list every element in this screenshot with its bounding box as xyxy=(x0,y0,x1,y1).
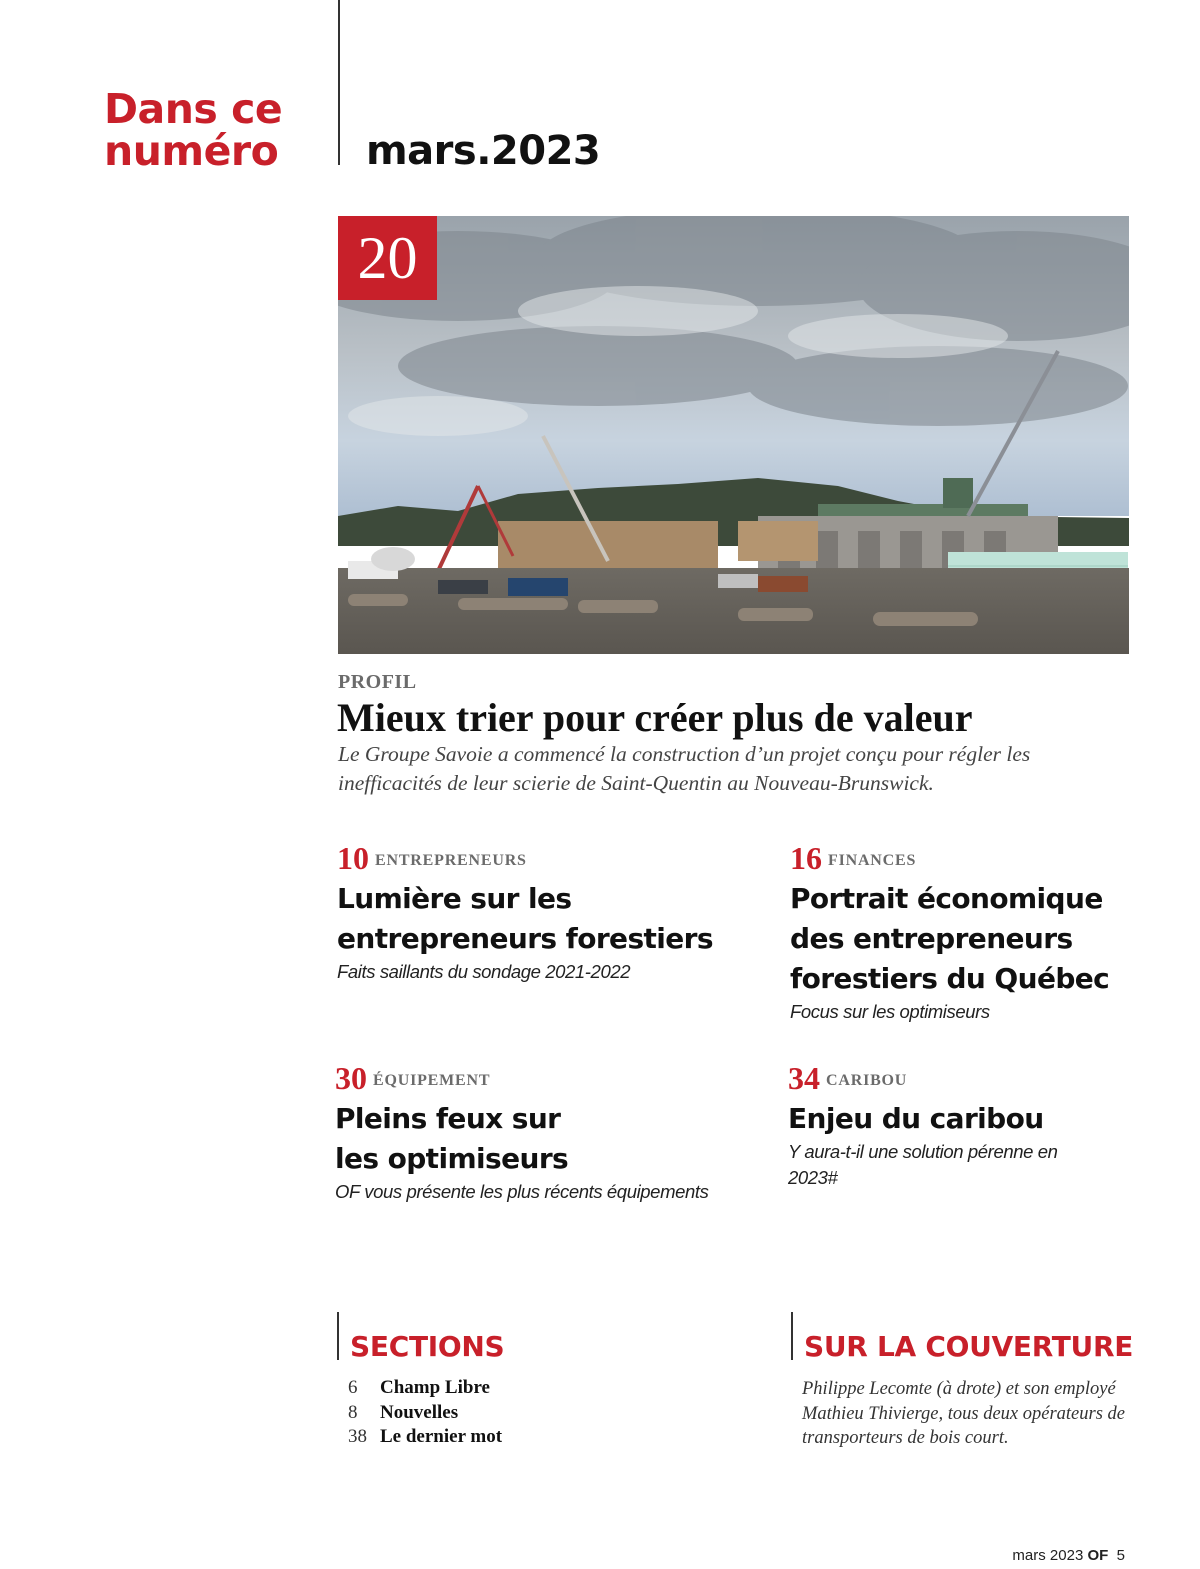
article-page-number: 10 xyxy=(337,840,369,876)
article-page-number: 16 xyxy=(790,840,822,876)
article-title[interactable]: Enjeu du caribou xyxy=(788,1102,1044,1135)
article-equipement[interactable] xyxy=(335,1060,755,1205)
section-page: 38 xyxy=(348,1426,367,1447)
section-name: Champ Libre xyxy=(380,1377,490,1398)
article-subtitle: Focus sur les optimiseurs xyxy=(790,1001,990,1022)
list-item[interactable] xyxy=(348,1376,502,1401)
list-item[interactable] xyxy=(348,1401,502,1426)
header-divider xyxy=(338,0,340,165)
feature-photo[interactable] xyxy=(338,216,1129,654)
article-title[interactable]: Portrait économique des entrepreneurs forestiers du Québec xyxy=(790,882,1110,995)
list-item[interactable] xyxy=(348,1425,502,1450)
article-category: CARIBOU xyxy=(826,1072,908,1089)
footer-date: mars 2023 xyxy=(1012,1547,1084,1564)
section-page: 6 xyxy=(348,1377,358,1398)
sections-heading: SECTIONS xyxy=(350,1330,505,1363)
article-entrepreneurs[interactable] xyxy=(337,840,757,985)
article-caribou[interactable] xyxy=(788,1060,1128,1191)
article-subtitle: OF vous présente les plus récents équipements xyxy=(335,1181,709,1202)
feature-page-number: 20 xyxy=(338,216,437,300)
section-title: Dans ce numéro xyxy=(104,85,283,175)
feature-title[interactable]: Mieux trier pour créer plus de valeur xyxy=(337,695,973,740)
cover-heading: SUR LA COUVERTURE xyxy=(804,1330,1134,1363)
feature-description: Le Groupe Savoie a commencé la construction d’un projet conçu pour régler les inefficacités de leur scierie de Saint-Quentin au Nouveau-Brunswick. xyxy=(338,742,1031,795)
section-name: Nouvelles xyxy=(380,1401,459,1423)
feature-category: PROFIL xyxy=(338,671,417,693)
page-footer xyxy=(1012,1547,1125,1564)
article-title[interactable]: Pleins feux sur les optimiseurs xyxy=(335,1102,569,1175)
cover-divider xyxy=(791,1312,793,1360)
footer-magazine: OF xyxy=(1087,1547,1109,1564)
issue-date: mars.2023 xyxy=(366,128,601,174)
article-title[interactable]: Lumière sur les entrepreneurs forestiers xyxy=(337,882,713,955)
article-subtitle: Y aura-t-il une solution pérenne en 2023# xyxy=(788,1141,1058,1188)
article-category: ENTREPRENEURS xyxy=(375,852,527,869)
article-category: ÉQUIPEMENT xyxy=(373,1072,491,1089)
article-page-number: 34 xyxy=(788,1060,820,1096)
article-category: FINANCES xyxy=(828,852,917,869)
sections-list xyxy=(348,1376,502,1450)
article-finances[interactable] xyxy=(790,840,1130,1025)
cover-description: Philippe Lecomte (à drote) et son employé Mathieu Thivierge, tous deux opérateurs de transporteurs de bois court. xyxy=(802,1379,1126,1448)
article-subtitle: Faits saillants du sondage 2021-2022 xyxy=(337,961,631,982)
section-page: 8 xyxy=(348,1401,358,1423)
section-name: Le dernier mot xyxy=(380,1426,503,1447)
article-page-number: 30 xyxy=(335,1060,367,1096)
sections-divider xyxy=(337,1312,339,1360)
footer-page-number: 5 xyxy=(1116,1547,1125,1564)
